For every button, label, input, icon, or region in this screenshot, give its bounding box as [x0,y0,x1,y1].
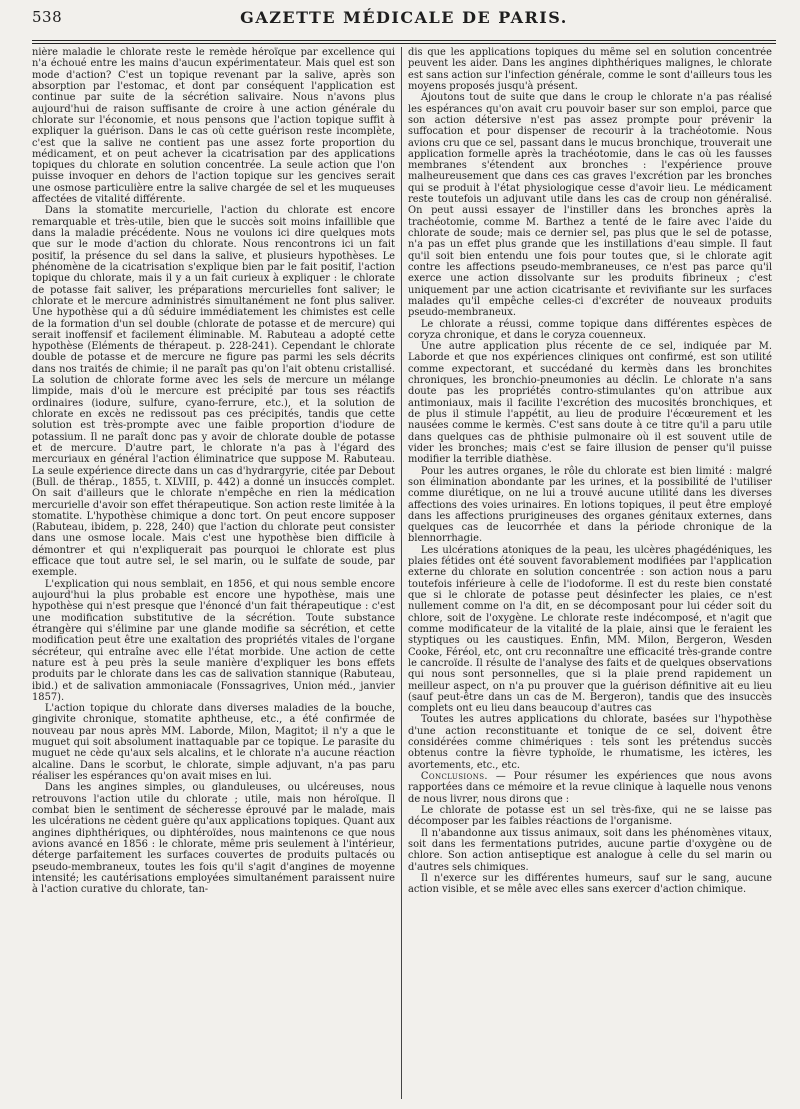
paragraph: L'explication qui nous semblait, en 1856, et qui nous semble encore aujourd'hui la plus probable est encore une hypothèse, mais une hypothèse qui n'est presque que l'énoncé d'un fait thérapeutique : c'est une modification substitutive de la sécrétion. Toute substance étrangère qui s'élimine par une glande modifie sa sécrétion, et cette modification peut être une exaltation des propriétés vitales de l'organe sécréteur, qui entraîne avec elle l'état morbide. Une action de cette nature est à peu près la seule manière d'expliquer les bons effets produits par le chlorate dans les cas de salivation stannique (Rabuteau, ibid.) et de salivation ammoniacale (Fonssagrives, Union méd., janvier 1857). [32,578,395,703]
column-divider [401,47,402,1099]
conclusions-heading: Conclusions. [420,771,488,782]
conclusions-paragraph [408,771,772,805]
paragraph: dis que les applications topiques du même sel en solution concentrée peuvent les aider. Dans les angines diphthériques malignes, le chlorate est sans action sur l'infection générale, comme le sont d'ailleurs tous les moyens proposés jusqu'à présent. [408,47,772,92]
header-rule-double [32,43,776,44]
paragraph: Il n'abandonne aux tissus animaux, soit dans les phénomènes vitaux, soit dans les fermentations putrides, aucune partie d'oxygène ou de chlore. Son action antiseptique est analogue à celle du sel marin ou d'autres sels chimiques. [408,827,772,873]
paragraph: Une autre application plus récente de ce sel, indiquée par M. Laborde et que nos expériences cliniques ont confirmé, est son utilité comme expectorant, et succédané du kermès dans les bronchites chroniques, les bronchio-pneumonies au déclin. Le chlorate n'a sans doute pas les propriétés contro-stimulantes qu'on attribue aux antimoniaux, mais il facilite l'excrétion des mucosités bronchiques, et de plus il stimule l'appétit, au lieu de produire l'écœurement et les nausées comme le kermès. C'est sans doute à ce titre qu'il a paru utile dans quelques cas de phthisie pulmonaire où il est souvent utile de vider les bronches; mais c'est se faire illusion de penser qu'il puisse modifier la terrible diathèse. [408,341,772,466]
paragraph: Dans la stomatite mercurielle, l'action du chlorate est encore remarquable et très-utile, bien que le succès soit moins infaillible que dans la maladie précédente. Nous ne voulons ici dire quelques mots que sur le mode d'action du chlorate. Nous rencontrons ici un fait positif, la présence du sel dans la salive, et plusieurs hypothèses. Le phénomène de la cicatrisation s'explique bien par le fait positif, l'action topique du chlorate, mais il y a un fait curieux à expliquer : le chlorate de potasse fait saliver, les préparations mercurielles font saliver; le chlorate et le mercure administrés simultanément ne font plus saliver. Une hypothèse qui a dû séduire immédiatement les chimistes est celle de la formation d'un sel double (chlorate de potasse et de mercure) qui serait inoffensif et facilement éliminable. M. Rabuteau a adopté cette hypothèse (Eléments de thérapeut. p. 228-241). Cependant le chlorate double de potasse et de mercure ne figure pas parmi les sels décrits dans nos traités de chimie; il ne paraît pas qu'on l'ait obtenu cristallisé. La solution de chlorate forme avec les sels de mercure un mélange limpide, mais d'où le mercure est précipité par tous ses réactifs ordinaires (iodure, sulfure, cyano-ferrure, etc.), et la solution de chlorate en excès ne redissout pas ces précipités, tandis que cette solution est très-prompte avec une faible proportion d'iodure de potassium. Il ne paraît donc pas y avoir de chlorate double de potasse et de mercure. D'autre part, le chlorate n'a pas à l'égard des mercuriaux en général l'action éliminatrice que suppose M. Rabuteau. La seule expérience directe dans un cas d'hydrargyrie, citée par Debout (Bull. de thérap., 1855, t. XLVIII, p. 442) a donné un insuccès complet. On sait d'ailleurs que le chlorate n'empêche en rien la médication mercurielle d'avoir son effet thérapeutique. Son action reste limitée à la stomatite. L'hypothèse chimique a donc tort. On peut encore supposer (Rabuteau, ibidem, p. 228, 240) que l'action du chlorate peut consister dans une osmose locale. Mais c'est une hypothèse bien difficile à démontrer et qui n'expliquerait pas pourquoi le chlorate est plus efficace que tout autre sel, le sel marin, ou le sulfate de soude, par exemple. [32,205,395,579]
left-column [32,47,395,1105]
page-number: 538 [32,8,63,26]
paragraph: L'action topique du chlorate dans diverses maladies de la bouche, gingivite chronique, stomatite aphtheuse, etc., a été confirmée de nouveau par nous après MM. Laborde, Milon, Magitot; il n'y a que le muguet qui soit absolument inattaquable par ce topique. Le parasite du muguet ne cède qu'aux sels alcalins, et le chlorate n'a aucune réaction alcaline. Dans le scorbut, le chlorate, simple adjuvant, n'a pas paru réaliser les espérances qu'on avait mises en lui. [32,703,395,782]
right-column [408,47,772,1105]
paragraph: nière maladie le chlorate reste le remède héroïque par excellence qui n'a échoué entre les mains d'aucun expérimentateur. Mais quel est son mode d'action? C'est un topique revenant par la salive, après son absorption par l'estomac, et dont par conséquent l'application est continue par suite de la sécrétion salivaire. Nous n'avons plus aujourd'hui de raison suffisante de croire à une action générale du chlorate sur l'économie, et nous pensons que l'action topique suffit à expliquer la guérison. Dans le cas où cette guérison reste incomplète, c'est que la salive ne contient pas une assez forte proportion du médicament, et on peut achever la cicatrisation par des applications topiques du chlorate en solution concentrée. La seule action que l'on puisse invoquer en dehors de l'action topique sur les gencives serait une osmose particulière entre la salive chargée de sel et les muqueuses affectées de vitalité différente. [32,47,395,206]
header-rule [32,40,776,41]
page-title: GAZETTE MÉDICALE DE PARIS. [240,8,568,27]
paragraph: Toutes les autres applications du chlorate, basées sur l'hypothèse d'une action reconstituante et tonique de ce sel, doivent être considérées comme chimériques : tels sont les prétendus succès obtenus contre la fièvre typhoïde, le rhumatisme, les ictères, les avortements, etc., etc. [408,714,772,771]
paragraph: Le chlorate de potasse est un sel très-fixe, qui ne se laisse pas décomposer par les faibles réactions de l'organisme. [408,804,772,828]
paragraph: Le chlorate a réussi, comme topique dans différentes espèces de coryza chronique, et dans le coryza couenneux. [408,318,772,341]
paragraph: Il n'exerce sur les différentes humeurs, sauf sur le sang, aucune action visible, et se mêle avec elles sans exercer d'action chimique. [408,872,772,896]
paragraph: Les ulcérations atoniques de la peau, les ulcères phagédéniques, les plaies fétides ont été souvent favorablement modifiées par l'application externe du chlorate en solution concentrée : son action nous a paru toutefois inférieure à celle de l'iodoforme. Il est du reste bien constaté que si le chlorate de potasse peut désinfecter les plaies, ce n'est nullement comme on l'a dit, en se décomposant pour lui céder soit du chlore, soit de l'oxygène. Le chlorate reste indécomposé, et n'agit que comme modificateur de la vitalité de la plaie, ainsi que le feraient les styptiques ou les caustiques. Enfin, MM. Milon, Bergeron, Wesden Cooke, Féréol, etc, ont cru reconnaître une efficacité très-grande contre le cancroïde. Il résulte de l'analyse des faits et de quelques observations qui nous sont personnelles, que si la plaie prend rapidement un meilleur aspect, on n'a pu prouver que la guérison définitive ait eu lieu (sauf peut-être dans un cas de M. Bergeron), tandis que des insuccès complets ont eu lieu dans beaucoup d'autres cas [408,544,772,715]
conclusions-intro: — Pour résumer les expériences que nous avons rapportées dans ce mémoire et la revue clinique à laquelle nous venons de nous livrer, nous dirons que : [408,771,772,805]
page-header [32,8,776,30]
paragraph: Pour les autres organes, le rôle du chlorate est bien limité : malgré son élimination abondante par les urines, et la possibilité de l'utiliser comme diurétique, on ne lui a trouvé aucune utilité dans les diverses affections des voies urinaires. En lotions topiques, il peut être employé dans les affections prurigineuses des organes génitaux externes, dans quelques cas de leucorrhée et dans la période chronique de la blennorrhagie. [408,465,772,545]
paragraph: Ajoutons tout de suite que dans le croup le chlorate n'a pas réalisé les espérances qu'on avait cru pouvoir baser sur son emploi, parce que son action détersive n'est pas assez prompte pour prévenir la suffocation et pour dispenser de recourir à la trachéotomie. Nous avions cru que ce sel, passant dans le mucus bronchique, trouverait une application formelle après la trachéotomie, dans le cas où les fausses membranes s'étendent aux bronches : l'expérience prouve malheureusement que dans ces cas graves l'excrétion par les bronches qui se produit à l'état physiologique cesse d'avoir lieu. Le médicament reste toutefois un adjuvant utile dans les cas de croup non généralisé. On peut aussi essayer de l'instiller dans les bronches après la trachéotomie, comme M. Barthez a tenté de le faire avec l'aide du chlorate de soude; mais ce dernier sel, pas plus que le sel de potasse, n'a pas un effet plus grande que les instillations d'eau simple. Il faut qu'il soit bien entendu une fois pour toutes que, si le chlorate agit contre les affections pseudo-membraneuses, ce n'est pas parce qu'il exerce une action dissolvante sur les produits fibrineux ; c'est uniquement par une action cicatrisante et revivifiante sur les surfaces malades qu'il empêche celles-ci d'excréter de nouveaux produits pseudo-membraneux. [408,92,772,319]
paragraph: Dans les angines simples, ou glanduleuses, ou ulcéreuses, nous retrouvons l'action utile du chlorate ; utile, mais non héroïque. Il combat bien le sentiment de sécheresse éprouvé par le malade, mais les ulcérations ne cèdent guère qu'aux applications topiques. Quant aux angines diphthériques, ou diphtéroïdes, nous maintenons ce que nous avions avancé en 1856 : le chlorate, même pris seulement à l'intérieur, déterge parfaitement les surfaces couvertes de produits pultacés ou pseudo-membraneux, toutes les fois qu'il s'agit d'angines de moyenne intensité; les cautérisations employées simultanément paraissent nuire à l'action curative du chlorate, tan- [32,782,395,896]
